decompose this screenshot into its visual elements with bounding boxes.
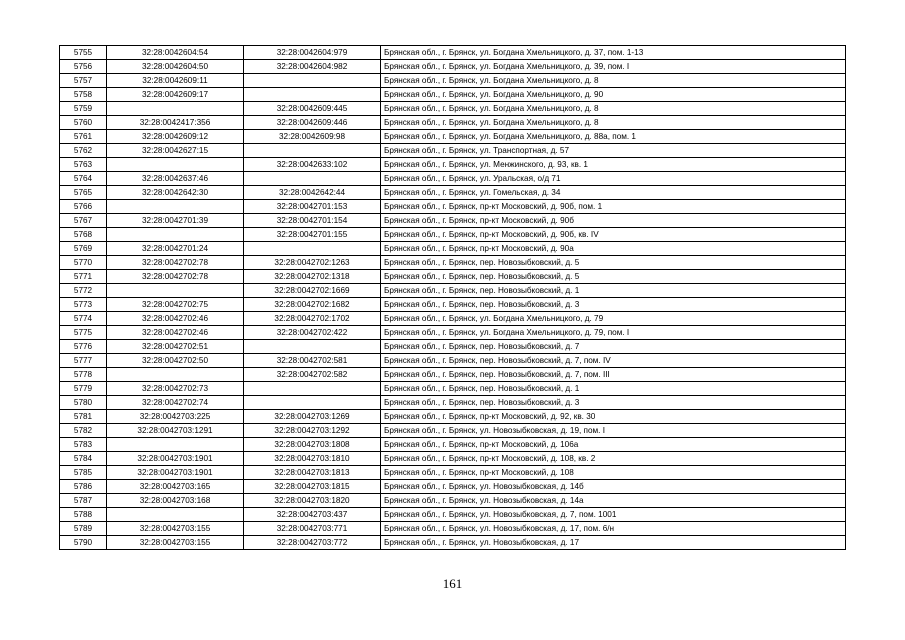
table-row xyxy=(60,368,846,382)
land-cadastral-cell xyxy=(107,508,244,522)
land-cadastral-cell: 32:28:0042702:74 xyxy=(107,396,244,410)
building-cadastral-cell xyxy=(244,172,381,186)
land-cadastral-cell: 32:28:0042703:165 xyxy=(107,480,244,494)
address-cell: Брянская обл., г. Брянск, пр-кт Московский, д. 92, кв. 30 xyxy=(381,410,846,424)
row-number-cell: 5760 xyxy=(60,116,107,130)
land-cadastral-cell: 32:28:0042703:1901 xyxy=(107,452,244,466)
address-cell: Брянская обл., г. Брянск, ул. Богдана Хмельницкого, д. 8 xyxy=(381,74,846,88)
row-number-cell: 5756 xyxy=(60,60,107,74)
address-cell: Брянская обл., г. Брянск, пер. Новозыбковский, д. 3 xyxy=(381,298,846,312)
land-cadastral-cell xyxy=(107,102,244,116)
address-cell: Брянская обл., г. Брянск, пер. Новозыбковский, д. 7, пом. IV xyxy=(381,354,846,368)
row-number-cell: 5771 xyxy=(60,270,107,284)
row-number-cell: 5786 xyxy=(60,480,107,494)
row-number-cell: 5758 xyxy=(60,88,107,102)
land-cadastral-cell: 32:28:0042702:50 xyxy=(107,354,244,368)
address-cell: Брянская обл., г. Брянск, пр-кт Московский, д. 90б, пом. 1 xyxy=(381,200,846,214)
building-cadastral-cell: 32:28:0042604:979 xyxy=(244,46,381,60)
address-cell: Брянская обл., г. Брянск, пр-кт Московский, д. 108 xyxy=(381,466,846,480)
building-cadastral-cell: 32:28:0042703:1813 xyxy=(244,466,381,480)
building-cadastral-cell xyxy=(244,74,381,88)
land-cadastral-cell: 32:28:0042702:73 xyxy=(107,382,244,396)
table-row xyxy=(60,396,846,410)
row-number-cell: 5784 xyxy=(60,452,107,466)
land-cadastral-cell: 32:28:0042637:46 xyxy=(107,172,244,186)
address-cell: Брянская обл., г. Брянск, ул. Транспортная, д. 57 xyxy=(381,144,846,158)
row-number-cell: 5787 xyxy=(60,494,107,508)
building-cadastral-cell: 32:28:0042702:581 xyxy=(244,354,381,368)
table-row xyxy=(60,522,846,536)
address-cell: Брянская обл., г. Брянск, ул. Богдана Хмельницкого, д. 8 xyxy=(381,102,846,116)
row-number-cell: 5782 xyxy=(60,424,107,438)
table-row xyxy=(60,242,846,256)
row-number-cell: 5757 xyxy=(60,74,107,88)
row-number-cell: 5766 xyxy=(60,200,107,214)
land-cadastral-cell: 32:28:0042702:46 xyxy=(107,312,244,326)
address-cell: Брянская обл., г. Брянск, ул. Менжинского, д. 93, кв. 1 xyxy=(381,158,846,172)
land-cadastral-cell xyxy=(107,368,244,382)
table-row xyxy=(60,256,846,270)
address-cell: Брянская обл., г. Брянск, ул. Новозыбковская, д. 14а xyxy=(381,494,846,508)
land-cadastral-cell: 32:28:0042609:17 xyxy=(107,88,244,102)
table-row xyxy=(60,270,846,284)
row-number-cell: 5765 xyxy=(60,186,107,200)
row-number-cell: 5764 xyxy=(60,172,107,186)
building-cadastral-cell: 32:28:0042609:445 xyxy=(244,102,381,116)
table-row xyxy=(60,144,846,158)
land-cadastral-cell: 32:28:0042703:1901 xyxy=(107,466,244,480)
address-cell: Брянская обл., г. Брянск, пер. Новозыбковский, д. 3 xyxy=(381,396,846,410)
page-number: 161 xyxy=(442,576,463,591)
row-number-cell: 5781 xyxy=(60,410,107,424)
table-row xyxy=(60,424,846,438)
building-cadastral-cell: 32:28:0042703:1292 xyxy=(244,424,381,438)
row-number-cell: 5774 xyxy=(60,312,107,326)
row-number-cell: 5777 xyxy=(60,354,107,368)
building-cadastral-cell: 32:28:0042702:422 xyxy=(244,326,381,340)
land-cadastral-cell: 32:28:0042702:51 xyxy=(107,340,244,354)
table-row xyxy=(60,410,846,424)
address-cell: Брянская обл., г. Брянск, ул. Богдана Хмельницкого, д. 88а, пом. 1 xyxy=(381,130,846,144)
table-row xyxy=(60,46,846,60)
table-row xyxy=(60,88,846,102)
table-row xyxy=(60,536,846,550)
building-cadastral-cell: 32:28:0042703:1820 xyxy=(244,494,381,508)
table-row xyxy=(60,298,846,312)
address-cell: Брянская обл., г. Брянск, пр-кт Московский, д. 90а xyxy=(381,242,846,256)
row-number-cell: 5789 xyxy=(60,522,107,536)
table-row xyxy=(60,466,846,480)
row-number-cell: 5759 xyxy=(60,102,107,116)
address-cell: Брянская обл., г. Брянск, пер. Новозыбковский, д. 5 xyxy=(381,256,846,270)
building-cadastral-cell: 32:28:0042604:982 xyxy=(244,60,381,74)
land-cadastral-cell xyxy=(107,158,244,172)
row-number-cell: 5763 xyxy=(60,158,107,172)
building-cadastral-cell: 32:28:0042701:155 xyxy=(244,228,381,242)
address-cell: Брянская обл., г. Брянск, пр-кт Московский, д. 108, кв. 2 xyxy=(381,452,846,466)
building-cadastral-cell xyxy=(244,396,381,410)
address-cell: Брянская обл., г. Брянск, ул. Богдана Хмельницкого, д. 39, пом. I xyxy=(381,60,846,74)
address-cell: Брянская обл., г. Брянск, ул. Богдана Хмельницкого, д. 90 xyxy=(381,88,846,102)
address-cell: Брянская обл., г. Брянск, ул. Богдана Хмельницкого, д. 8 xyxy=(381,116,846,130)
row-number-cell: 5769 xyxy=(60,242,107,256)
building-cadastral-cell: 32:28:0042633:102 xyxy=(244,158,381,172)
address-cell: Брянская обл., г. Брянск, ул. Новозыбковская, д. 19, пом. I xyxy=(381,424,846,438)
row-number-cell: 5768 xyxy=(60,228,107,242)
address-cell: Брянская обл., г. Брянск, пер. Новозыбковский, д. 5 xyxy=(381,270,846,284)
table-row xyxy=(60,480,846,494)
building-cadastral-cell: 32:28:0042702:1669 xyxy=(244,284,381,298)
building-cadastral-cell: 32:28:0042703:437 xyxy=(244,508,381,522)
land-cadastral-cell xyxy=(107,438,244,452)
table-row xyxy=(60,200,846,214)
row-number-cell: 5775 xyxy=(60,326,107,340)
building-cadastral-cell xyxy=(244,340,381,354)
row-number-cell: 5761 xyxy=(60,130,107,144)
land-cadastral-cell: 32:28:0042703:155 xyxy=(107,522,244,536)
row-number-cell: 5778 xyxy=(60,368,107,382)
table-row xyxy=(60,382,846,396)
table-row xyxy=(60,102,846,116)
row-number-cell: 5767 xyxy=(60,214,107,228)
row-number-cell: 5788 xyxy=(60,508,107,522)
land-cadastral-cell: 32:28:0042609:11 xyxy=(107,74,244,88)
address-cell: Брянская обл., г. Брянск, пер. Новозыбковский, д. 7 xyxy=(381,340,846,354)
address-cell: Брянская обл., г. Брянск, ул. Гомельская, д. 34 xyxy=(381,186,846,200)
land-cadastral-cell: 32:28:0042703:155 xyxy=(107,536,244,550)
table-row xyxy=(60,438,846,452)
table-row xyxy=(60,494,846,508)
row-number-cell: 5780 xyxy=(60,396,107,410)
building-cadastral-cell: 32:28:0042702:1263 xyxy=(244,256,381,270)
table-row xyxy=(60,130,846,144)
row-number-cell: 5783 xyxy=(60,438,107,452)
address-cell: Брянская обл., г. Брянск, пер. Новозыбковский, д. 1 xyxy=(381,284,846,298)
building-cadastral-cell xyxy=(244,242,381,256)
building-cadastral-cell: 32:28:0042702:1702 xyxy=(244,312,381,326)
row-number-cell: 5779 xyxy=(60,382,107,396)
land-cadastral-cell: 32:28:0042702:78 xyxy=(107,256,244,270)
building-cadastral-cell xyxy=(244,88,381,102)
building-cadastral-cell: 32:28:0042702:582 xyxy=(244,368,381,382)
table-row xyxy=(60,228,846,242)
table-row xyxy=(60,354,846,368)
address-cell: Брянская обл., г. Брянск, ул. Уральская, о/д 71 xyxy=(381,172,846,186)
building-cadastral-cell: 32:28:0042703:1808 xyxy=(244,438,381,452)
property-table xyxy=(59,45,846,550)
address-cell: Брянская обл., г. Брянск, ул. Новозыбковская, д. 7, пом. 1001 xyxy=(381,508,846,522)
address-cell: Брянская обл., г. Брянск, пр-кт Московский, д. 90б, кв. IV xyxy=(381,228,846,242)
building-cadastral-cell: 32:28:0042703:1815 xyxy=(244,480,381,494)
table-row xyxy=(60,116,846,130)
row-number-cell: 5776 xyxy=(60,340,107,354)
building-cadastral-cell: 32:28:0042609:446 xyxy=(244,116,381,130)
building-cadastral-cell: 32:28:0042609:98 xyxy=(244,130,381,144)
land-cadastral-cell: 32:28:0042702:78 xyxy=(107,270,244,284)
land-cadastral-cell xyxy=(107,228,244,242)
building-cadastral-cell: 32:28:0042701:153 xyxy=(244,200,381,214)
row-number-cell: 5790 xyxy=(60,536,107,550)
building-cadastral-cell: 32:28:0042702:1318 xyxy=(244,270,381,284)
table-row xyxy=(60,214,846,228)
address-cell: Брянская обл., г. Брянск, ул. Новозыбковская, д. 17, пом. 6/н xyxy=(381,522,846,536)
building-cadastral-cell: 32:28:0042703:772 xyxy=(244,536,381,550)
building-cadastral-cell xyxy=(244,144,381,158)
building-cadastral-cell: 32:28:0042642:44 xyxy=(244,186,381,200)
land-cadastral-cell: 32:28:0042642:30 xyxy=(107,186,244,200)
land-cadastral-cell: 32:28:0042702:46 xyxy=(107,326,244,340)
row-number-cell: 5755 xyxy=(60,46,107,60)
address-cell: Брянская обл., г. Брянск, ул. Богдана Хмельницкого, д. 37, пом. 1-13 xyxy=(381,46,846,60)
row-number-cell: 5785 xyxy=(60,466,107,480)
table-row xyxy=(60,508,846,522)
address-cell: Брянская обл., г. Брянск, пр-кт Московский, д. 90б xyxy=(381,214,846,228)
address-cell: Брянская обл., г. Брянск, ул. Новозыбковская, д. 17 xyxy=(381,536,846,550)
row-number-cell: 5762 xyxy=(60,144,107,158)
building-cadastral-cell: 32:28:0042703:1810 xyxy=(244,452,381,466)
table-row xyxy=(60,158,846,172)
address-cell: Брянская обл., г. Брянск, пр-кт Московский, д. 106а xyxy=(381,438,846,452)
building-cadastral-cell: 32:28:0042703:771 xyxy=(244,522,381,536)
land-cadastral-cell: 32:28:0042609:12 xyxy=(107,130,244,144)
address-cell: Брянская обл., г. Брянск, пер. Новозыбковский, д. 7, пом. III xyxy=(381,368,846,382)
address-cell: Брянская обл., г. Брянск, ул. Богдана Хмельницкого, д. 79 xyxy=(381,312,846,326)
table-row xyxy=(60,172,846,186)
land-cadastral-cell: 32:28:0042702:75 xyxy=(107,298,244,312)
table-row xyxy=(60,326,846,340)
land-cadastral-cell: 32:28:0042703:1291 xyxy=(107,424,244,438)
table-row xyxy=(60,186,846,200)
address-cell: Брянская обл., г. Брянск, ул. Новозыбковская, д. 14б xyxy=(381,480,846,494)
land-cadastral-cell: 32:28:0042701:39 xyxy=(107,214,244,228)
table-row xyxy=(60,340,846,354)
table-row xyxy=(60,452,846,466)
row-number-cell: 5772 xyxy=(60,284,107,298)
land-cadastral-cell: 32:28:0042703:168 xyxy=(107,494,244,508)
building-cadastral-cell: 32:28:0042703:1269 xyxy=(244,410,381,424)
table-row xyxy=(60,284,846,298)
land-cadastral-cell: 32:28:0042417:356 xyxy=(107,116,244,130)
land-cadastral-cell: 32:28:0042701:24 xyxy=(107,242,244,256)
land-cadastral-cell xyxy=(107,284,244,298)
land-cadastral-cell: 32:28:0042604:50 xyxy=(107,60,244,74)
row-number-cell: 5773 xyxy=(60,298,107,312)
land-cadastral-cell: 32:28:0042604:54 xyxy=(107,46,244,60)
building-cadastral-cell: 32:28:0042701:154 xyxy=(244,214,381,228)
address-cell: Брянская обл., г. Брянск, пер. Новозыбковский, д. 1 xyxy=(381,382,846,396)
land-cadastral-cell: 32:28:0042703:225 xyxy=(107,410,244,424)
building-cadastral-cell: 32:28:0042702:1682 xyxy=(244,298,381,312)
building-cadastral-cell xyxy=(244,382,381,396)
table-row xyxy=(60,60,846,74)
table-row xyxy=(60,74,846,88)
land-cadastral-cell: 32:28:0042627:15 xyxy=(107,144,244,158)
table-row xyxy=(60,312,846,326)
land-cadastral-cell xyxy=(107,200,244,214)
row-number-cell: 5770 xyxy=(60,256,107,270)
address-cell: Брянская обл., г. Брянск, ул. Богдана Хмельницкого, д. 79, пом. I xyxy=(381,326,846,340)
table-body xyxy=(60,46,846,550)
